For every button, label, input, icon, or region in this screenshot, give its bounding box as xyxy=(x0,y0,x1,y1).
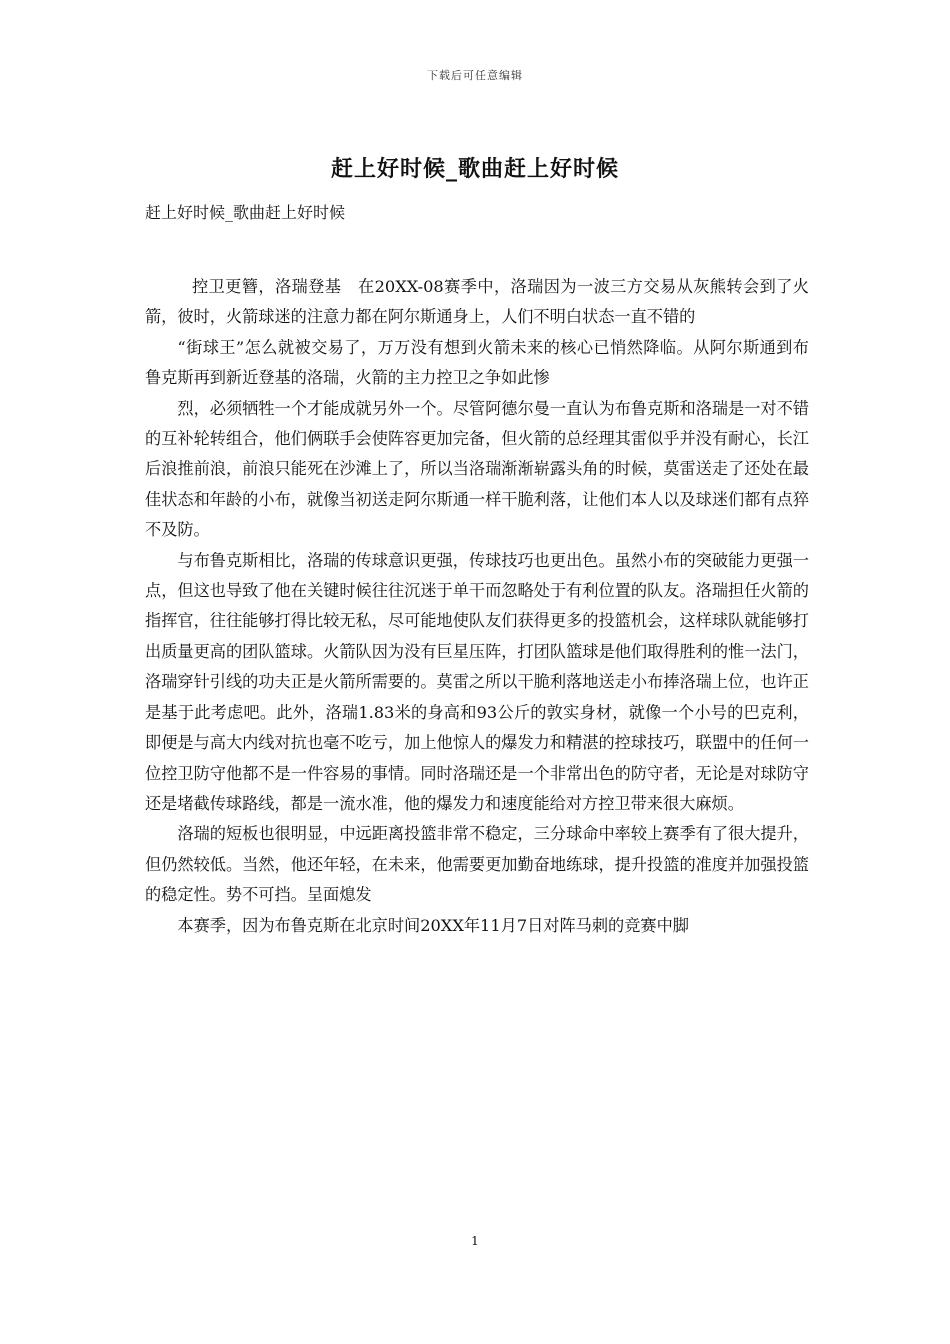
paragraph: “街球王”怎么就被交易了，万万没有想到火箭未来的核心已悄然降临。从阿尔斯通到布鲁克斯再到新近登基的洛瑞，火箭的主力控卫之争如此惨 xyxy=(145,337,809,388)
page-number: 1 xyxy=(471,1234,479,1248)
document-subtitle: 赶上好时候_歌曲赶上好时候 xyxy=(145,203,346,222)
paragraph: 控卫更簪，洛瑞登基 在20XX-08赛季中，洛瑞因为一波三方交易从灰熊转会到了火箭，彼时，火箭球迷的注意力都在阿尔斯通身上，人们不明白状态一直不错的 xyxy=(145,277,809,327)
paragraph: 洛瑞的短板也很明显，中远距离投篮非常不稳定，三分球命中率较上赛季有了很大提升，但仍然较低。当然，他还年轻，在未来，他需要更加勤奋地练球，提升投篮的准度并加强投篮的稳定性。势不可挡。呈面熄发 xyxy=(145,824,809,905)
paragraph: 烈，必须牺牲一个才能成就另外一个。尽管阿德尔曼一直认为布鲁克斯和洛瑞是一对不错的互补轮转组合，他们俩联手会使阵容更加完备，但火箭的总经理其雷似乎并没有耐心，长江后浪推前浪，前浪只能死在沙滩上了，所以当洛瑞渐渐崭露头角的时候，莫雷送走了还处在最佳状态和年龄的小布，就像当初送走阿尔斯通一样干脆利落，让他们本人以及球迷们都有点猝不及防。 xyxy=(145,398,809,540)
document-body xyxy=(145,272,809,941)
document-title: 赶上好时候_歌曲赶上好时候 xyxy=(330,156,619,182)
header-note: 下载后可任意编辑 xyxy=(427,69,523,82)
paragraph: 与布鲁克斯相比，洛瑞的传球意识更强，传球技巧也更出色。虽然小布的突破能力更强一点，但这也导致了他在关键时候往往沉迷于单干而忽略处于有利位置的队友。洛瑞担任火箭的指挥官，往往能够打得比较无私，尽可能地使队友们获得更多的投篮机会，这样球队就能够打出质量更高的团队篮球。火箭队因为没有巨星压阵，打团队篮球是他们取得胜利的惟一法门，洛瑞穿针引线的功夫正是火箭所需要的。莫雷之所以干脆利落地送走小布捧洛瑞上位，也许正是基于此考虑吧。此外，洛瑞1.83米的身高和93公斤的敦实身材，就像一个小号的巴克利，即便是与高大内线对抗也毫不吃亏，加上他惊人的爆发力和精湛的控球技巧，联盟中的任何一位控卫防守他都不是一件容易的事情。同时洛瑞还是一个非常出色的防守者，无论是对球防守还是堵截传球路线，都是一流水准，他的爆发力和速度能给对方控卫带来很大麻烦。 xyxy=(145,550,809,813)
paragraph: 本赛季，因为布鲁克斯在北京时间20XX年11月7日对阵马刺的竞赛中脚 xyxy=(177,915,689,935)
